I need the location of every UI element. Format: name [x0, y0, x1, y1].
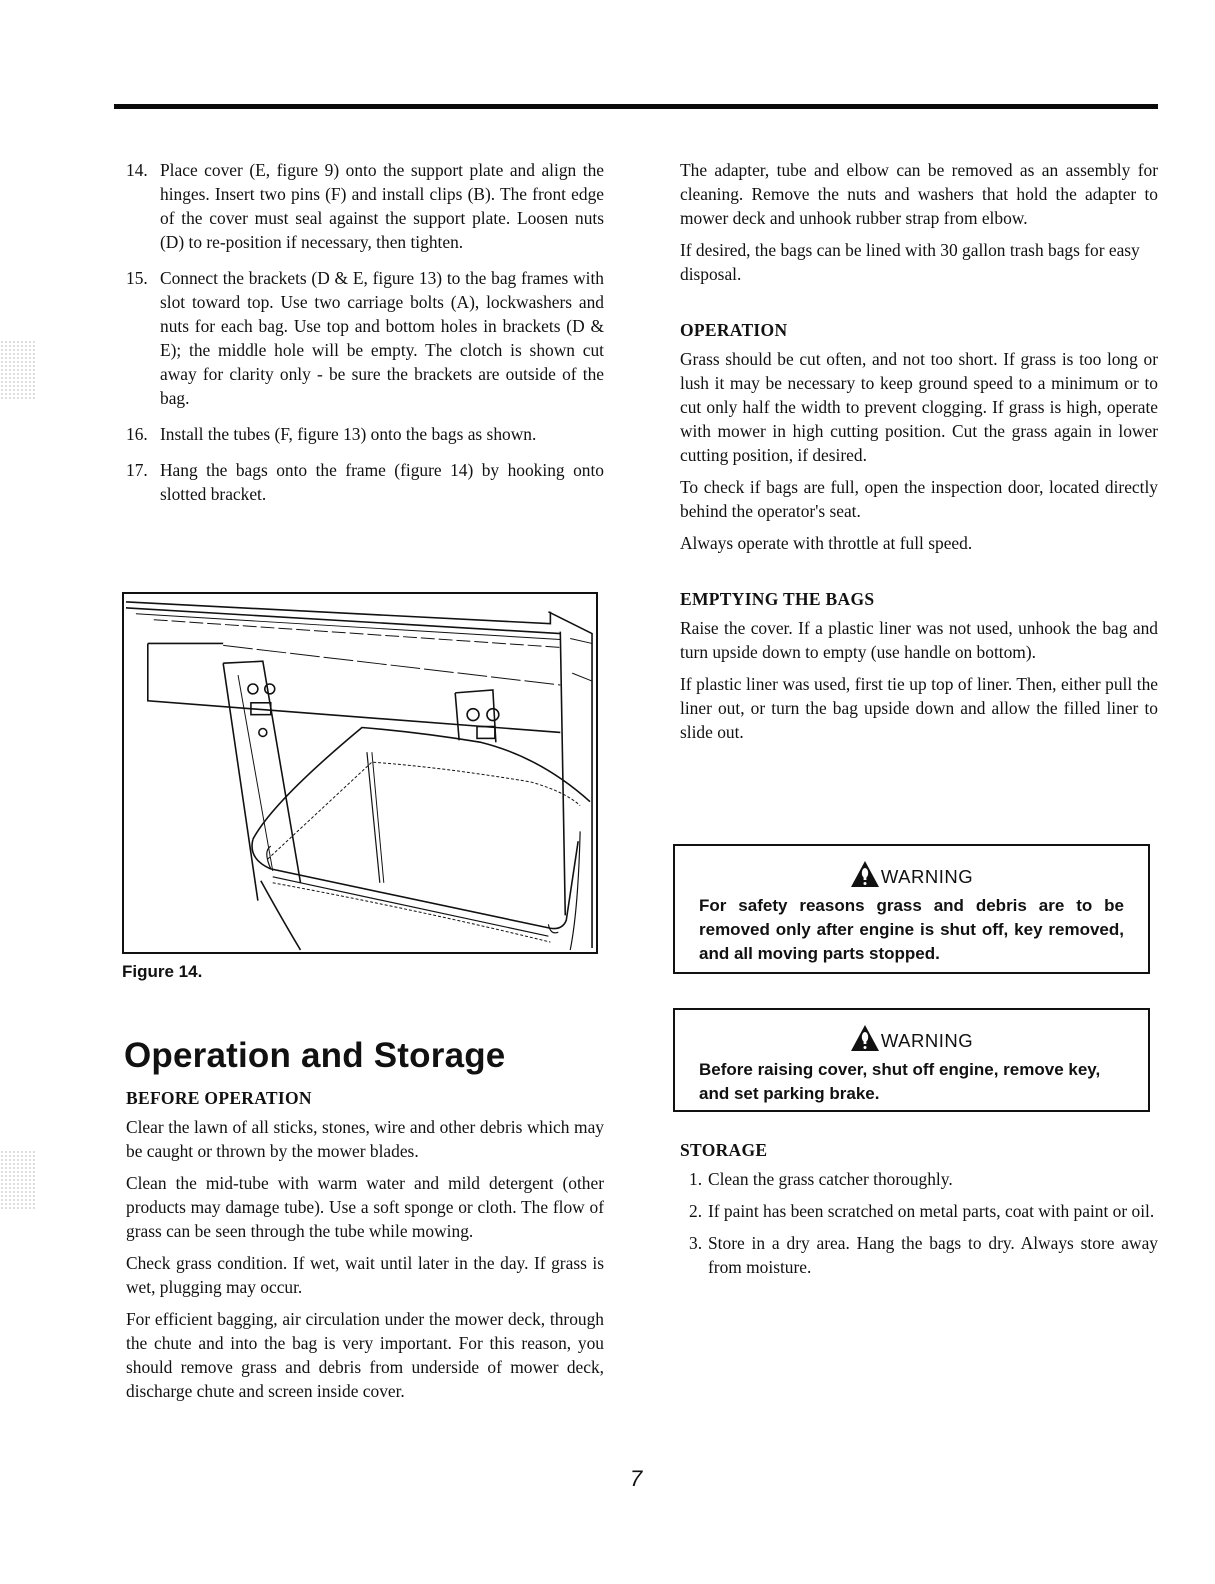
- step-number: 17.: [126, 460, 148, 480]
- step-item: [126, 458, 604, 506]
- warning-header: [699, 860, 1124, 888]
- warning-text: For safety reasons grass and debris are to be removed only after engine is shut off, key removed, and all moving parts stopped.: [699, 896, 1124, 963]
- step-text: Install the tubes (F, figure 13) onto the bags as shown.: [160, 424, 537, 444]
- step-number: 3.: [689, 1233, 703, 1253]
- section-title: Operation and Storage: [124, 1036, 506, 1075]
- figure-14-illustration: [122, 592, 598, 954]
- paragraph: If plastic liner was used, first tie up top of liner. Then, either pull the liner out, or turn the bag upside down and allow the filled liner to slide out.: [680, 674, 1158, 742]
- warning-label: WARNING: [880, 866, 974, 887]
- paragraph: Grass should be cut often, and not too short. If grass is too long or lush it may be necessary to keep ground speed to a minimum or to cut only half the width to prevent clogging. If grass is high, operate with mower in high cutting position. Cut the grass again in lower cutting position, if desired.: [680, 349, 1158, 465]
- step-number: 1.: [689, 1169, 703, 1189]
- step-item: [126, 158, 604, 254]
- step-item: [126, 266, 604, 410]
- header-rule: [114, 104, 1158, 109]
- step-text: Connect the brackets (D & E, figure 13) to the bag frames with slot toward top. Use two carriage bolts (A), lockwashers and nuts for each bag. Use top and bottom holes in brackets (D & E); the middle hole will be empty. The clotch is shown cut away for clarity only - be sure the brackets are outside of the bag.: [160, 268, 604, 408]
- step-text: Clean the grass catcher thoroughly.: [708, 1169, 953, 1189]
- paragraph: For efficient bagging, air circulation under the mower deck, through the chute and into the bag is very important. For this reason, you should remove grass and debris from underside of mower deck, discharge chute and screen inside cover.: [126, 1309, 604, 1401]
- paragraph: Clean the mid-tube with warm water and mild detergent (other products may damage tube). Use a soft sponge or cloth. The flow of grass can be seen through the tube while mowing.: [126, 1173, 604, 1241]
- warning-triangle-icon: [850, 860, 880, 888]
- warning-text: Before raising cover, shut off engine, remove key, and set parking brake.: [699, 1060, 1101, 1103]
- before-operation-section: [126, 1088, 604, 1411]
- step-number: 14.: [126, 160, 148, 180]
- warning-box: [673, 1008, 1150, 1112]
- storage-step: [680, 1167, 1158, 1191]
- figure-caption: Figure 14.: [122, 962, 203, 981]
- emptying-heading: EMPTYING THE BAGS: [680, 589, 875, 609]
- right-column: [680, 158, 1158, 752]
- storage-heading: STORAGE: [680, 1140, 768, 1160]
- warning-header: [699, 1024, 1124, 1052]
- scan-artifact: [0, 340, 36, 400]
- step-item: [126, 422, 604, 446]
- paragraph: The adapter, tube and elbow can be removed as an assembly for cleaning. Remove the nuts and washers that hold the adapter to mower deck and unhook rubber strap from elbow.: [680, 160, 1158, 228]
- step-number: 2.: [689, 1201, 703, 1221]
- step-text: Store in a dry area. Hang the bags to dry. Always store away from moisture.: [708, 1233, 1158, 1277]
- step-text: Place cover (E, figure 9) onto the support plate and align the hinges. Insert two pins (F) and install clips (B). The front edge of the cover must seal against the support plate. Loosen nuts (D) to re-position if necessary, then tighten.: [160, 160, 604, 252]
- before-operation-heading: BEFORE OPERATION: [126, 1088, 312, 1108]
- storage-step: [680, 1199, 1158, 1223]
- storage-section: [680, 1140, 1158, 1287]
- paragraph: Check grass condition. If wet, wait until later in the day. If grass is wet, plugging may occur.: [126, 1253, 604, 1297]
- step-text: If paint has been scratched on metal parts, coat with paint or oil.: [708, 1201, 1155, 1221]
- operation-heading: OPERATION: [680, 320, 788, 340]
- assembly-steps: [126, 158, 604, 506]
- step-text: Hang the bags onto the frame (figure 14) by hooking onto slotted bracket.: [160, 460, 604, 504]
- page-number: 7: [630, 1466, 643, 1491]
- paragraph: If desired, the bags can be lined with 30 gallon trash bags for easy disposal.: [680, 240, 1140, 284]
- scan-artifact: [0, 1150, 36, 1210]
- warning-triangle-icon: [850, 1024, 880, 1052]
- paragraph: Clear the lawn of all sticks, stones, wire and other debris which may be caught or thrown by the mower blades.: [126, 1117, 604, 1161]
- warning-box: [673, 844, 1150, 974]
- paragraph: Always operate with throttle at full speed.: [680, 533, 973, 553]
- storage-step: [680, 1231, 1158, 1279]
- storage-steps: [680, 1167, 1158, 1279]
- step-number: 16.: [126, 424, 148, 444]
- warning-label: WARNING: [880, 1030, 974, 1051]
- paragraph: Raise the cover. If a plastic liner was not used, unhook the bag and turn upside down to empty (use handle on bottom).: [680, 618, 1158, 662]
- step-number: 15.: [126, 268, 148, 288]
- paragraph: To check if bags are full, open the inspection door, located directly behind the operator's seat.: [680, 477, 1158, 521]
- left-column: [126, 158, 604, 518]
